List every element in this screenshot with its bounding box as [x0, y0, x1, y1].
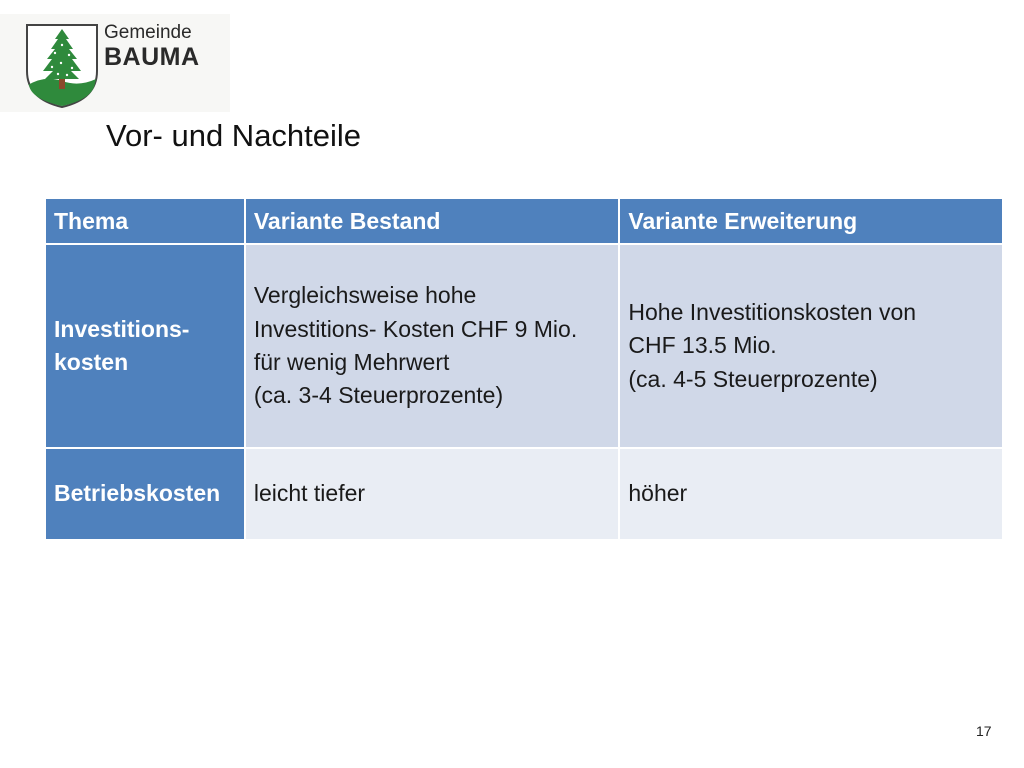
- coat-of-arms-icon: [25, 23, 99, 109]
- row-erweiterung-cell: höher: [620, 449, 1002, 539]
- logo-line-gemeinde: Gemeinde: [104, 22, 192, 43]
- row-bestand-cell: leicht tiefer: [246, 449, 619, 539]
- row-topic-cell: Betriebskosten: [46, 449, 244, 539]
- header-variante-erweiterung: Variante Erweiterung: [620, 199, 1002, 243]
- slide-title: Vor- und Nachteile: [106, 118, 362, 153]
- table-row: [46, 245, 1002, 447]
- logo-wordmark: [104, 23, 200, 70]
- row-topic-cell: Investitions- kosten: [46, 245, 244, 447]
- municipality-logo: [0, 14, 230, 112]
- header-thema: Thema: [46, 199, 244, 243]
- page-number: 17: [976, 723, 992, 739]
- table-header-row: [46, 199, 1002, 243]
- header-variante-bestand: Variante Bestand: [246, 199, 619, 243]
- row-bestand-cell: Vergleichsweise hohe Investitions- Kosten CHF 9 Mio. für wenig Mehrwert (ca. 3-4 Steuerprozente): [246, 245, 619, 447]
- logo-line-bauma: BAUMA: [104, 43, 200, 71]
- table-row: [46, 449, 1002, 539]
- comparison-table: [44, 197, 1004, 541]
- row-erweiterung-cell: Hohe Investitionskosten von CHF 13.5 Mio. (ca. 4-5 Steuerprozente): [620, 245, 1002, 447]
